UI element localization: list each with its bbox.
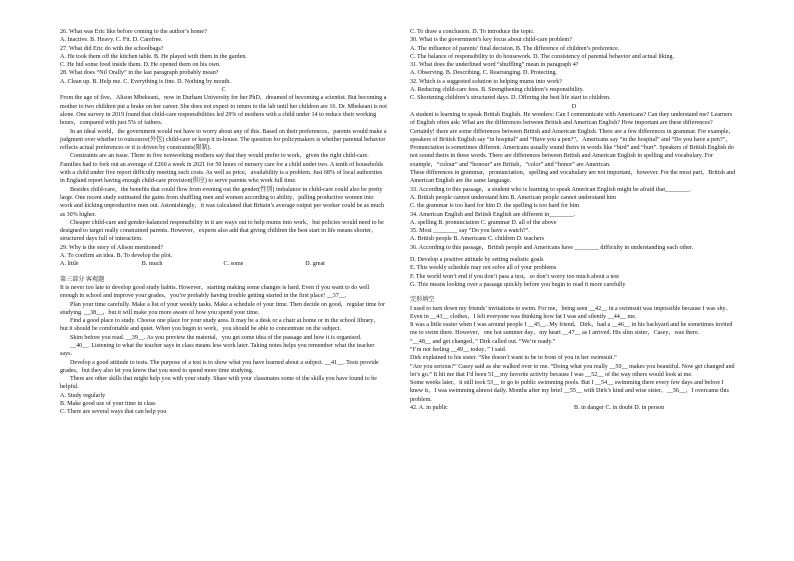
option-item: D. great: [305, 261, 325, 268]
text-line: These differences in grammar，pronunciation，spelling and vocabulary are not important，however. For the most part，British and American English are the same language.: [410, 170, 736, 185]
text-line: I used to turn down my friends’ invitations to swim. For me，being seen __42__ in a swimsuit was impossible because I was shy。Even in __43__ clothes，I felt everyone was thinking how fat I was and silently __44__ me.: [410, 305, 732, 320]
paragraph: Skim before you read. __39__. As you preview the material，you get some idea of the passage and how it is organised.: [70, 334, 362, 341]
option-item: C. some: [223, 261, 244, 268]
option-item: 42. A. in public: [410, 405, 448, 412]
text-line: 34. American English and British English are different in________.: [410, 211, 576, 218]
text-line: A. The influence of parents’ final decision. B. The difference of children’s preference.: [410, 45, 620, 52]
text-line: A. Study regularly: [60, 392, 106, 399]
text-line: 27. What did Eric do with the schoolbags?: [60, 45, 164, 52]
text-line: A. Inactive. B. Heavy. C. Fit. D. Carefree.: [60, 37, 163, 44]
text-line: A. British people cannot understand him B. American people cannot understand him: [410, 194, 616, 201]
text-line: From the age of five，Alison Mbekeani，now in Durham University for her PhD，dreamed of becoming a scientist. But becoming a mother to two children put a brake on her career. She does not expect to return to the lab until her children are 16. Dr. Mbekeani is not alone. One survey in 2019 found that child-care responsibilities led 29% of mothers with a child under 14 to reduce their working hours，compared with just 5% of fathers.: [60, 95, 387, 127]
paragraph: Cheaper child-care and gender-balanced responsibility in it are ways out to help mums into work，but policies would need to be designed to target really constrained parents. However，experts also add that giving children the best start in life means shorter，structured days full of interaction.: [60, 219, 384, 243]
text-line: A. To confirm an idea. B. To develop the plot.: [60, 253, 173, 260]
left-column: [60, 28, 387, 417]
option-row: [410, 404, 738, 412]
text-line: “Are you serious?” Casey said as she walked over to me. “Doing what you really __50__ makes you beautiful. Now get changed and let’s go.” It hit me that I’d been 51__my favorite activity because I was __52__ of the way others would look at me.: [410, 363, 735, 378]
spacer: [60, 269, 387, 276]
text-line: 35. Most ________ say “Do you have a watch?”.: [410, 228, 530, 235]
option-item: A. little: [60, 261, 79, 268]
paragraph: __40__. Listening to what the teacher says in class means less work later. Taking notes helps you remember what the teacher says.: [60, 342, 375, 358]
paragraph: Besides child-care，the benefits that could flow from evening out the gender(性别) imbalance in child-care could also be pretty large. One recent study estimated the gains from shuffling men and women according to ability，pulling productive women into work and kicking unproductive men out. Astonishingly，it was calculated that Britain’s average output per worker could be as much as 30% higher.: [60, 186, 385, 218]
text-line: A. Observing. B. Describing. C. Rearranging. D. Protecting.: [410, 70, 558, 77]
paragraph: Develop a good attitude to tests. The purpose of a test is to show what you have learned about a subject. __41__. Tests provide grades，but they also let you know that you need to spend more time studying.: [60, 359, 379, 374]
text-line: “__48__ and get changed，” Dirk called out. “We’re ready.”: [410, 338, 556, 345]
text-line: A. British people B. Americans C. children D. teachers: [410, 236, 545, 243]
paragraph: Constraints are an issue. Three in five nonworking mothers say that they would prefer to work，given the right child-care. Families had to fork out an average of £260 a week in 2021 for 50 hours of nursery care for a child under two. A tenth of households with a child under five report difficulty meeting such costs. As well as price，availability is a problem. Just 68% of local authorities in England report having enough child-care provision(供应) to serve parents who work full time.: [60, 153, 384, 185]
text-line: 29. Why is the story of Alison mentioned?: [60, 244, 164, 251]
text-line: “I’m not feeling __49__ today，” I said.: [410, 346, 507, 353]
text-line: C. To draw a conclusion. D. To introduce the topic.: [410, 29, 535, 35]
text-line: A. spelling B. pronunciation C. grammar D. all of the above: [410, 219, 557, 226]
text-line: Dirk explained to his sister. “She doesn’t want to be in front of you in her swimsuit.”: [410, 355, 617, 362]
text-line: It was a little easier when I was around people I __45__. My friend，Dirk，had a __46__ in his backyard and he sometimes invited me to swim there. However，one hot summer day，my heart __47__ as I arrived. His slim sister，Casey，was there.: [410, 322, 733, 337]
text-line: 26. What was Eric like before coming to the author’s home?: [60, 29, 207, 35]
text-line: 33. According to this passage，a student who is learning to speak American English might be afraid that________.: [410, 186, 691, 193]
text-line: 完形填空: [410, 297, 435, 304]
text-line: 30. What is the government’s key focus about child-care problem?: [410, 37, 572, 44]
text-line: 第三部分 客观题: [60, 276, 105, 283]
text-line: G. This means looking over a passage quickly before you begin to read it more carefully: [410, 281, 626, 288]
text-line: C. Shortening children’s structured days. D. Offering the best life start to children.: [410, 95, 611, 102]
text-line: B. Make good use of your time in class: [60, 401, 156, 408]
passage-letter: D: [571, 103, 577, 110]
text-line: F. The world won’t end if you don’t pass a test，so don’t worry too much about a test: [410, 273, 619, 280]
text-line: A. Clean up. B. Help me. C. Everything is fine. D. Nothing by mouth.: [60, 78, 231, 85]
paragraph: Plan your time carefully. Make a list of your weekly tasks. Make a schedule of your time. Then decide on good，regular time for studying. __38__，but it will make you more aware of how you spend your time.: [60, 301, 386, 316]
option-item: B. in danger C. in doubt D. in person: [574, 405, 665, 412]
paragraph: Find a good place to study. Choose one place for your study area. It may be a desk or a chair at home or in the school library，but it should be comfortable and quiet. When you begin to work，you should be able to concentrate on the subject.: [60, 318, 380, 333]
text-line: A. He took them off the kitchen table. B. He played with them in the garden.: [60, 53, 247, 60]
right-column: [410, 28, 738, 412]
passage-letter: C: [221, 87, 226, 94]
text-line: C. There are several ways that can help you: [60, 409, 167, 416]
text-line: Certainly! there are some differences between British and American English. There are a few differences in grammar. For example，speakers of British English say “in hospital” and “Have you a pen?”，Americans say “in the hospital” and “Do you have a pen?”，Pronunciation is sometimes different. Americans usually sound theirs in words like “bird” and “hurt”. Speakers of British English do not sound theirs in these words. There are differences between British and American English in spelling and vocabulary. For example，“colour” and “honour” are British，“color” and “honor” are American.: [410, 128, 735, 168]
text-line: C. He hid some food inside them. D. He opened them on his own.: [60, 62, 221, 69]
text-line: 36. According to this passage，British people and Americans have ________ difficulty in understanding each other.: [410, 244, 694, 251]
text-line: D. Develop a positive attitude by setting realistic goals: [410, 257, 544, 264]
option-row: [60, 260, 387, 268]
paragraph: There are other skills that might help you with your study. Share with your classmates some of the skills you have found to be helpful.: [60, 376, 377, 391]
spacer: [410, 289, 738, 296]
text-line: 31. What does the underlined word “shuffling” mean in paragraph 4?: [410, 62, 579, 69]
text-line: 32. Which is a suggested solution to helping mums into work?: [410, 78, 563, 85]
text-line: A student is learning to speak British English. He wonders: Can I communicate with Americans? Can they understand me? Learners of English often ask: What are the differences between British and American English? How important are these differences?: [410, 111, 733, 127]
paragraph: In an ideal world，the government would not have to worry about any of this. Based on their preferences，parents would make a judgment over whether to outsource(外包) child-care or keep it in-house. The question for policymakers is whether parental behavior reflects actual preferences or it is driven by constraints(限制).: [60, 128, 387, 152]
text-line: C. The balance of responsibility to do housework. D. The consistency of parental behavior and actual liking.: [410, 53, 675, 60]
text-line: It is never too late to develop good study habits. However，starting making some changes is hard. Even if you want to do well enough in school and improve your grades，you’re probably having trouble getting started in the first place! __37__.: [60, 284, 370, 300]
option-item: B. much: [141, 261, 163, 268]
text-line: C. the grammar is too hard for him D. the spelling is too hard for him: [410, 203, 580, 210]
text-line: E. This weekly schedule may not solve all of your problems: [410, 265, 557, 272]
text-line: Some weeks later，it still took 53__ to go to public swimming pools. But I __54__ swimming there every few days and before I knew it，I was swimming almost daily. Months after my brief __55__ with Dirk’s kind and wise sister，__56__，I overcame this problem.: [410, 380, 729, 403]
text-line: 28. What does “Nil Orally” in the last paragraph probably mean?: [60, 70, 219, 77]
text-line: A. Reducing child-care fees. B. Strengthening children’s responsibility.: [410, 87, 584, 94]
